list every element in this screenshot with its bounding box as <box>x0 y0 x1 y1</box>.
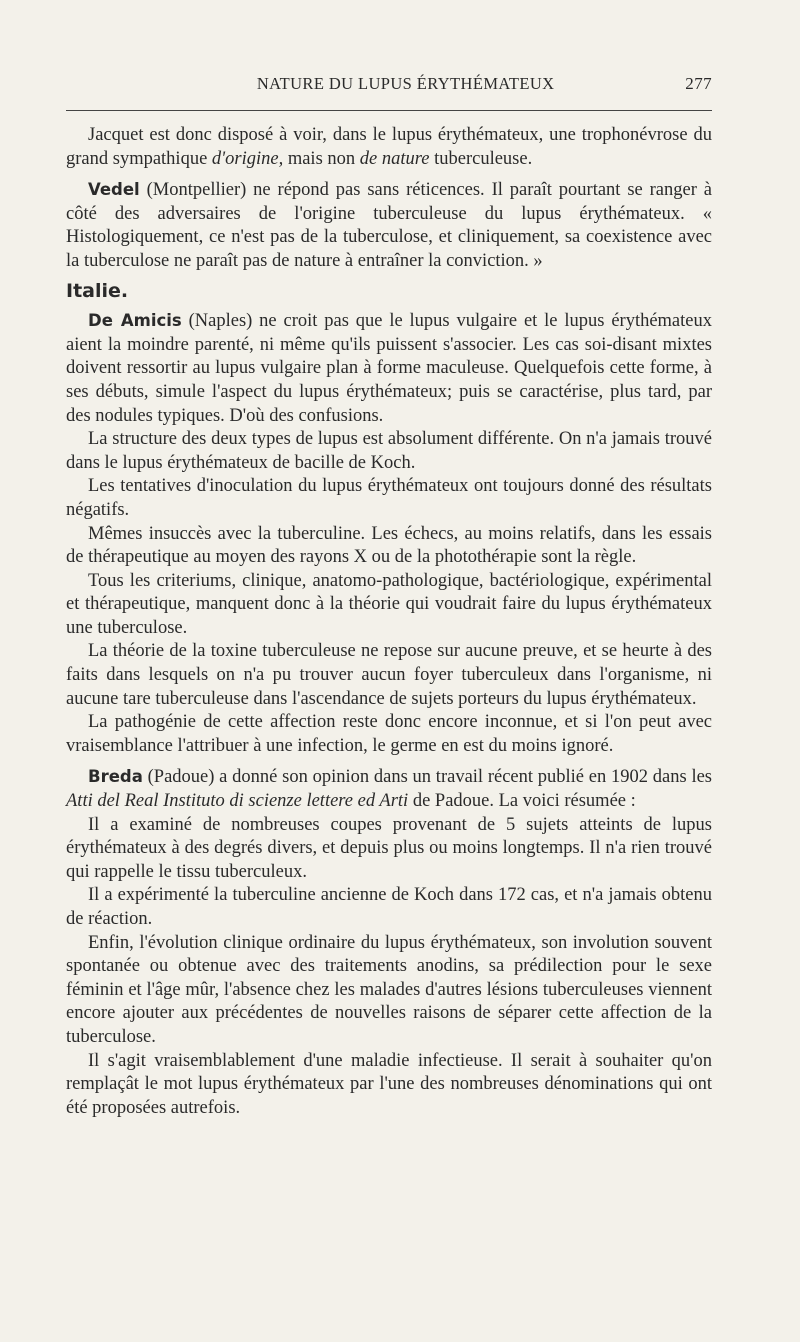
paragraph: Tous les criteriums, clinique, anatomo-pathologique, bactériologique, expérimental et thérapeutique, manquent donc à la théorie qui voudrait faire du lupus érythémateux une tuberculose. <box>66 570 712 638</box>
italic-run: Atti del Real Instituto di scienze lettere ed Arti <box>66 791 409 812</box>
text-run: (Montpellier) ne répond pas sans réticences. Il paraît pourtant se ranger à côté des adversaires de l'origine tuberculeuse du lupus érythémateux. « Histologiquement, ce n'est pas de la tuberculose, et cliniquement, sa coexistence avec la tuberculose ne paraît pas de nature à entraîner la conviction. » <box>66 180 712 271</box>
text-run: (Naples) ne croit pas que le lupus vulgaire et le lupus érythémateux aient la moindre parenté, ni même qu'ils puissent s'associer. Les cas soi-disant mixtes doivent ressortir au lupus vulgaire plan à forme maculeuse. Quelquefois cette forme, à ses débuts, simule l'aspect du lupus érythémateux; puis se caractérise, plus tard, par des nodules typiques. D'où des confusions. <box>66 311 712 426</box>
text-run: Jacquet est donc disposé à voir, dans le lupus érythémateux, une trophonévrose du grand sympathique <box>66 125 712 169</box>
paragraph: La structure des deux types de lupus est absolument différente. On n'a jamais trouvé dans le lupus érythémateux de bacille de Koch. <box>66 429 712 473</box>
text-run: de Padoue. La voici résumée : <box>408 791 636 812</box>
running-head-title: NATURE DU LUPUS ÉRYTHÉMATEUX <box>256 74 555 93</box>
paragraph: La pathogénie de cette affection reste donc encore inconnue, et si l'on peut avec vraisemblance l'attribuer à une infection, le germe en est du moins ignoré. <box>66 712 712 756</box>
body-text <box>66 124 712 1120</box>
header-rule <box>66 110 712 111</box>
running-head <box>66 74 712 94</box>
paragraph: Mêmes insuccès avec la tuberculine. Les échecs, au moins relatifs, dans les essais de thérapeutique au moyen des rayons X ou de la photothérapie sont la règle. <box>66 523 712 568</box>
paragraph: Enfin, l'évolution clinique ordinaire du lupus érythémateux, son involution souvent spontanée ou obtenue avec des traitements anodins, sa prédilection pour le sexe féminin et l'âge mûr, l'absence chez les malades d'autres lésions tuberculeuses viennent encore ajouter aux précédentes de nouvelles raisons de séparer cette affection de la tuberculose. <box>66 932 712 1047</box>
paragraph-breda <box>66 765 712 813</box>
author-name: Vedel <box>88 180 140 200</box>
paragraph-de-amicis <box>66 309 712 428</box>
paragraph: Il a examiné de nombreuses coupes provenant de 5 sujets atteints de lupus érythémateux à des degrés divers, et depuis plus ou moins longtemps. Il n'a rien trouvé qui rappelle le tissu tuberculeux. <box>66 814 712 882</box>
author-name: Breda <box>88 767 143 787</box>
paragraph-vedel <box>66 178 712 273</box>
italic-run: de nature <box>359 148 430 169</box>
text-run: tuberculeuse. <box>429 148 533 169</box>
section-heading: Italie. <box>66 279 129 302</box>
paragraph: Il s'agit vraisemblablement d'une maladie infectieuse. Il serait à souhaiter qu'on remplaçât le mot lupus érythémateux par l'une des nombreuses dénominations qui ont été proposées autrefois. <box>66 1050 712 1118</box>
paragraph: La théorie de la toxine tuberculeuse ne repose sur aucune preuve, et se heurte à des faits dans lesquels on n'a pu trouver aucun foyer tuberculeux dans l'organisme, ni aucune tare tuberculeuse dans l'ascendance de sujets porteurs du lupus érythémateux. <box>66 641 712 709</box>
author-name: De Amicis <box>88 311 182 331</box>
text-run: (Padoue) a donné son opinion dans un travail récent publié en 1902 dans les <box>142 767 712 788</box>
text-run: mais non <box>283 148 360 169</box>
italic-run: d'origine, <box>211 148 284 169</box>
paragraph: Les tentatives d'inoculation du lupus érythémateux ont toujours donné des résultats négatifs. <box>66 476 712 520</box>
paragraph: Il a expérimenté la tuberculine ancienne de Koch dans 172 cas, et n'a jamais obtenu de réaction. <box>66 885 712 929</box>
paragraph-jacquet <box>66 124 712 171</box>
page-number: 277 <box>685 74 712 93</box>
